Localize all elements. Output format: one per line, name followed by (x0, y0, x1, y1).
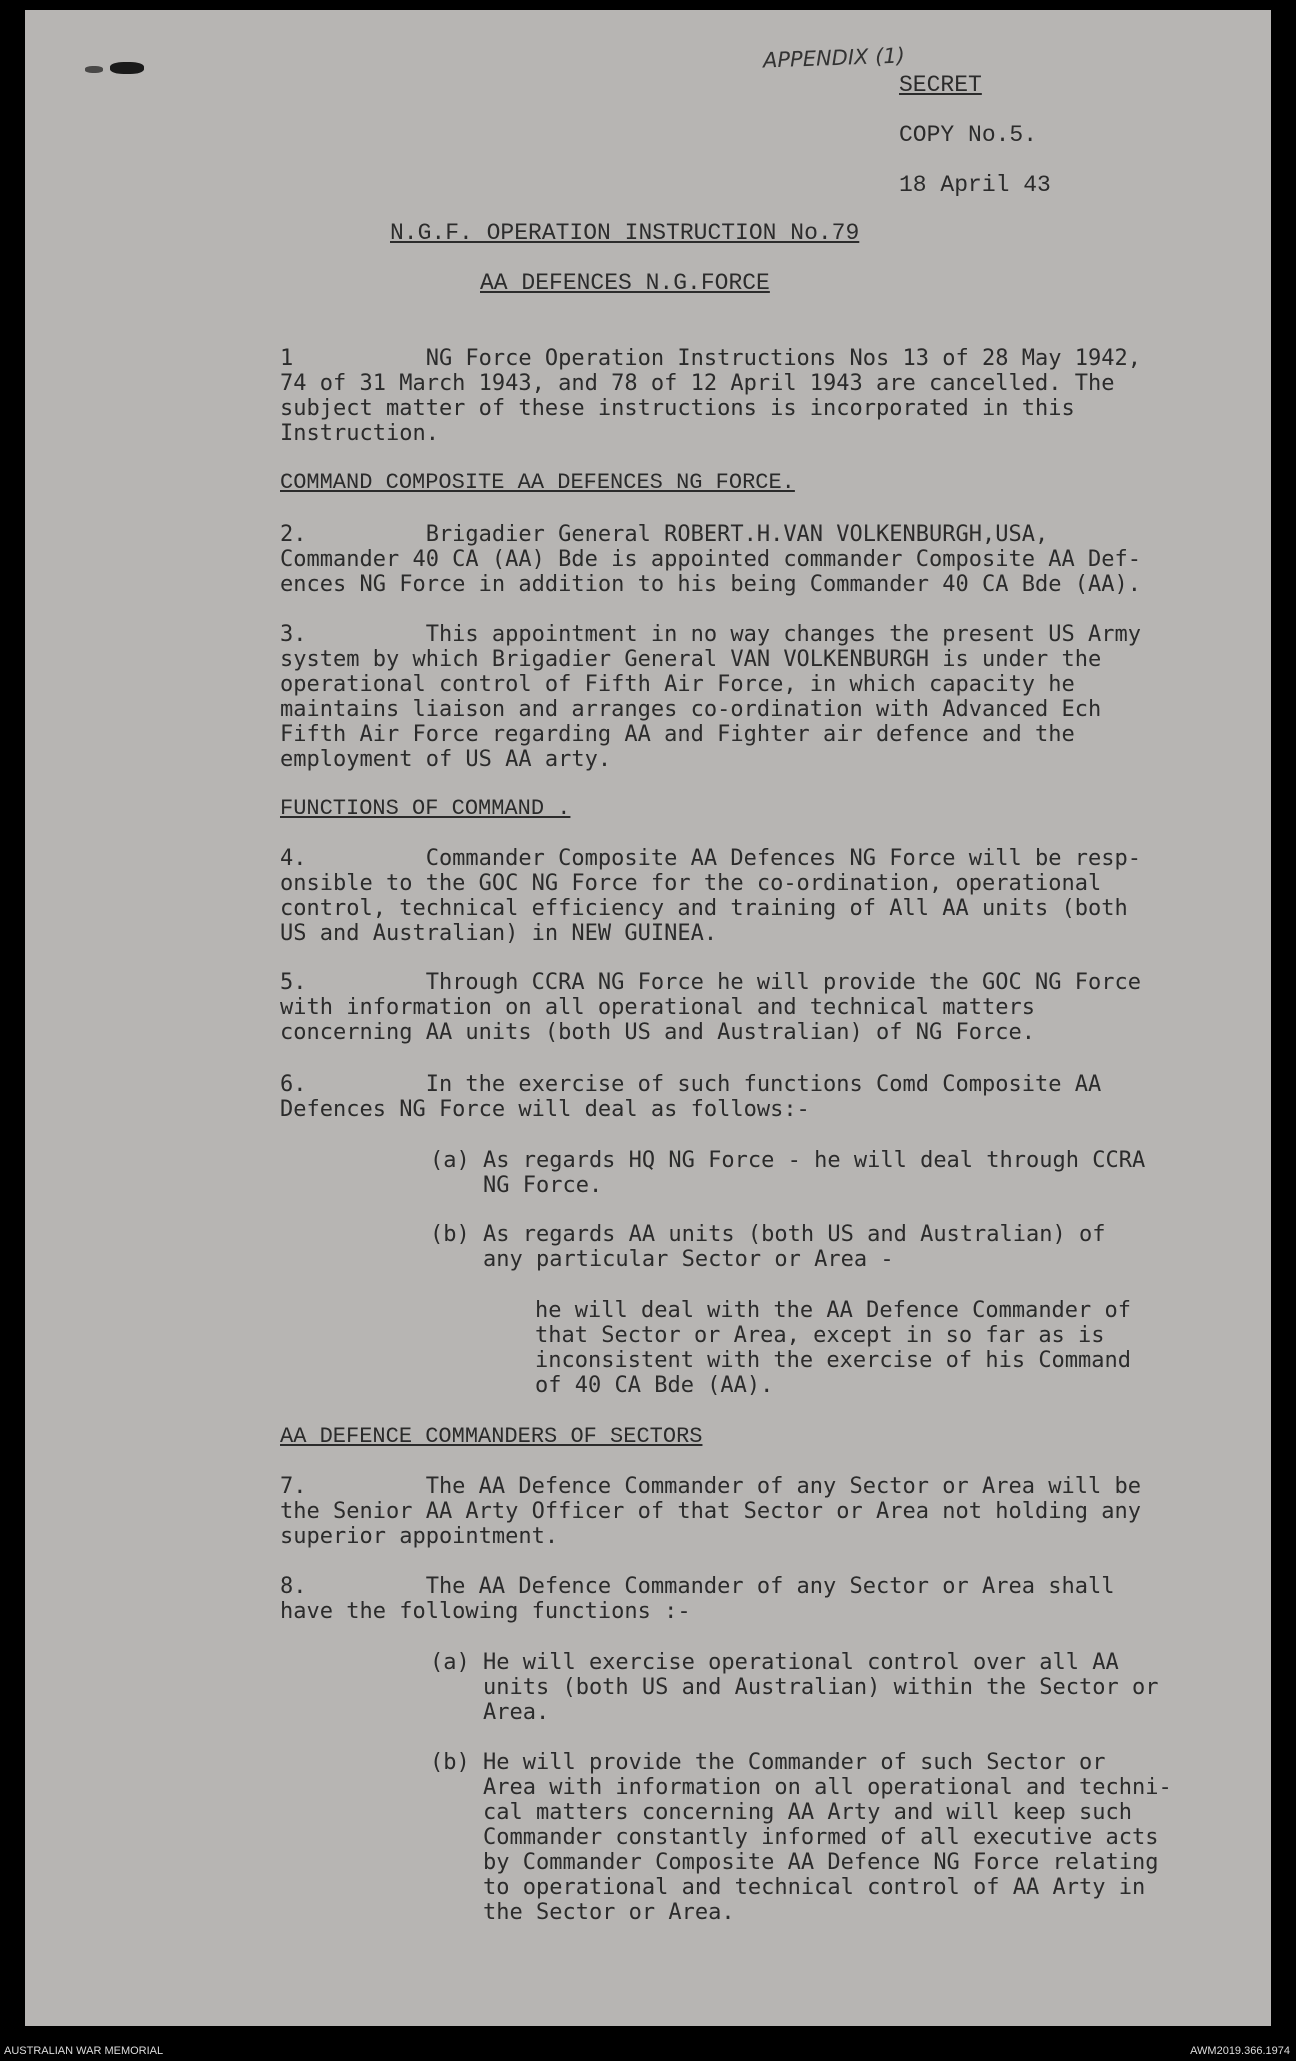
ink-smudge (85, 66, 103, 73)
footer-credit: AUSTRALIAN WAR MEMORIAL (4, 2045, 164, 2057)
copy-number: COPY No.5. (899, 122, 1038, 148)
handwritten-annotation: APPENDIX (1) (762, 43, 906, 73)
classification-label: SECRET (899, 72, 982, 98)
paragraph-2: 2. Brigadier General ROBERT.H.VAN VOLKENBURGH,USA, Commander 40 CA (AA) Bde is appointed commander Composite AA Def- ences NG Force in addition to his being Commander 40 CA Bde (AA). (280, 522, 1141, 597)
paragraph-7: 7. The AA Defence Commander of any Sector or Area will be the Senior AA Arty Officer of that Sector or Area not holding any superior appointment. (280, 1474, 1141, 1549)
paragraph-8b: (b) He will provide the Commander of such Sector or Area with information on all operational and techni- cal matters concerning AA Arty and will keep such Commander constantly informed of all executive acts by Commander Composite AA Defence NG Force relating to operational and technical control of AA Arty in the Sector or Area. (430, 1750, 1172, 1925)
paragraph-4: 4. Commander Composite AA Defences NG Force will be resp- onsible to the GOC NG Force for the co-ordination, operational control, technical efficiency and training of All AA units (both US and Australian) in NEW GUINEA. (280, 846, 1141, 946)
ink-smudge (110, 62, 144, 74)
document-title: N.G.F. OPERATION INSTRUCTION No.79 (390, 220, 860, 246)
paragraph-1: 1 NG Force Operation Instructions Nos 13 of 28 May 1942, 74 of 31 March 1943, and 78 of 12 April 1943 are cancelled. The subject matter of these instructions is incorporated in this Instruction. (280, 346, 1141, 446)
paragraph-3: 3. This appointment in no way changes the present US Army system by which Brigadier General VAN VOLKENBURGH is under the operational control of Fifth Air Force, in which capacity he maintains liaison and arranges co-ordination with Advanced Ech Fifth Air Force regarding AA and Fighter air defence and the employment of US AA arty. (280, 622, 1141, 772)
document-subtitle: AA DEFENCES N.G.FORCE (480, 270, 770, 296)
footer-accession: AWM2019.366.1974 (1190, 2045, 1290, 2057)
document-date: 18 April 43 (899, 172, 1051, 198)
paragraph-8a: (a) He will exercise operational control over all AA units (both US and Australian) within the Sector or Area. (430, 1650, 1159, 1725)
paragraph-6b: (b) As regards AA units (both US and Australian) of any particular Sector or Area - (430, 1222, 1106, 1272)
section-heading-sectors: AA DEFENCE COMMANDERS OF SECTORS (280, 1424, 703, 1449)
paragraph-5: 5. Through CCRA NG Force he will provide the GOC NG Force with information on all operational and technical matters concerning AA units (both US and Australian) of NG Force. (280, 970, 1141, 1045)
section-heading-command: COMMAND COMPOSITE AA DEFENCES NG FORCE. (280, 470, 795, 495)
paragraph-6: 6. In the exercise of such functions Comd Composite AA Defences NG Force will deal as follows:- (280, 1072, 1102, 1122)
paragraph-8: 8. The AA Defence Commander of any Sector or Area shall have the following functions :- (280, 1574, 1115, 1624)
paragraph-6a: (a) As regards HQ NG Force - he will deal through CCRA NG Force. (430, 1148, 1146, 1198)
paragraph-6b-detail: he will deal with the AA Defence Commander of that Sector or Area, except in so far as is inconsistent with the exercise of his Command of 40 CA Bde (AA). (535, 1298, 1132, 1398)
section-heading-functions: FUNCTIONS OF COMMAND . (280, 796, 571, 821)
document-page (25, 10, 1271, 2026)
